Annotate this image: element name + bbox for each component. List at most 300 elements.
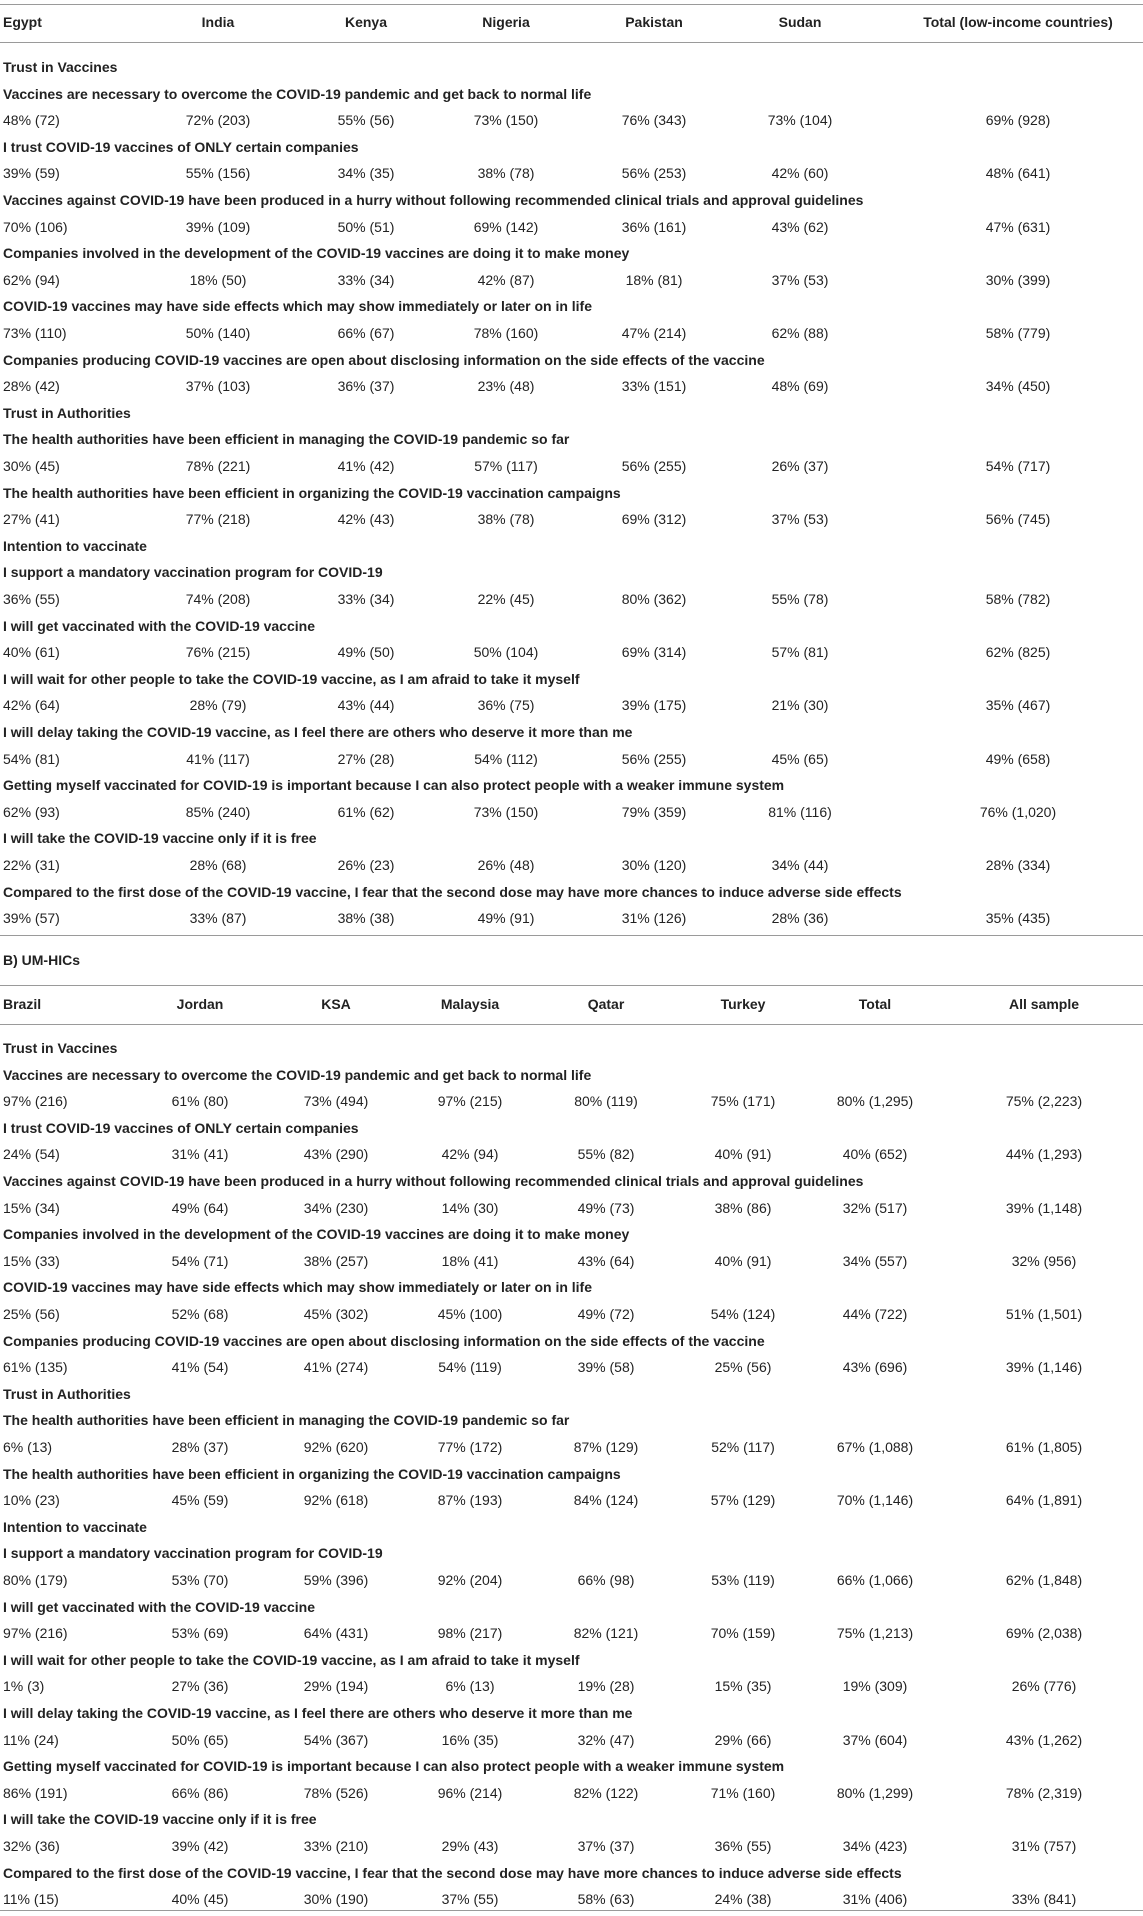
value-cell: 34% (44) [771, 857, 829, 873]
value-cell: 38% (38) [337, 910, 395, 927]
table-row [0, 693, 1143, 717]
value-cell: 1% (3) [3, 1678, 45, 1695]
value-cell: 38% (257) [303, 1252, 369, 1269]
column-header: Total [858, 996, 892, 1012]
value-cell: 81% (116) [768, 803, 832, 820]
value-cell: 53% (119) [711, 1572, 775, 1588]
column-header: Nigeria [482, 14, 530, 30]
value-cell: 54% (717) [985, 458, 1051, 474]
section-title: Trust in Vaccines [3, 59, 118, 75]
value-cell: 62% (94) [3, 271, 60, 288]
value-cell: 69% (312) [621, 511, 687, 528]
value-cell: 39% (1,148) [1005, 1199, 1083, 1216]
value-cell: 29% (66) [714, 1731, 772, 1748]
column-header: Qatar [587, 996, 625, 1012]
value-cell: 77% (172) [437, 1439, 503, 1455]
value-cell: 18% (50) [189, 271, 247, 288]
value-cell: 51% (1,501) [1005, 1306, 1083, 1322]
value-cell: 49% (72) [577, 1306, 635, 1322]
question-text: Vaccines against COVID-19 have been produced in a hurry without following recommended clinical trials and approval guidelines [3, 1173, 864, 1189]
question-text: Companies producing COVID-19 vaccines are open about disclosing information on the side effects of the vaccine [3, 351, 765, 368]
value-cell: 16% (35) [441, 1731, 499, 1748]
question-text: Getting myself vaccinated for COVID-19 is important because I can also protect people with a weaker immune system [3, 777, 785, 794]
value-cell: 29% (43) [441, 1838, 499, 1854]
value-cell: 10% (23) [3, 1492, 60, 1509]
column-header: Turkey [720, 996, 766, 1012]
value-cell: 72% (203) [185, 112, 251, 129]
value-cell: 31% (41) [171, 1146, 229, 1163]
value-cell: 69% (314) [621, 644, 687, 661]
table-row [0, 1249, 1143, 1273]
value-cell: 55% (56) [337, 112, 395, 129]
value-cell: 39% (175) [621, 697, 687, 714]
table-row [0, 374, 1143, 398]
table-row [0, 108, 1143, 132]
value-cell: 36% (55) [3, 591, 60, 607]
value-cell: 19% (28) [577, 1678, 635, 1695]
table-b-label: B) UM-HICs [3, 952, 80, 968]
value-cell: 49% (50) [337, 644, 395, 661]
value-cell: 26% (23) [337, 857, 395, 873]
value-cell: 80% (119) [574, 1093, 638, 1110]
value-cell: 44% (722) [842, 1306, 908, 1322]
value-cell: 49% (91) [477, 910, 535, 927]
question-text: Vaccines are necessary to overcome the COVID-19 pandemic and get back to normal life [3, 85, 592, 102]
value-cell: 38% (78) [477, 511, 535, 528]
value-cell: 59% (396) [303, 1572, 369, 1588]
value-cell: 36% (75) [477, 697, 535, 714]
table-row [0, 454, 1143, 478]
value-cell: 39% (58) [577, 1359, 635, 1376]
value-cell: 30% (399) [985, 271, 1051, 288]
question-text: The health authorities have been efficient in organizing the COVID-19 vaccination campaigns [3, 484, 621, 501]
column-header: All sample [1008, 996, 1080, 1012]
question-text: Companies involved in the development of the COVID-19 vaccines are doing it to make money [3, 1226, 630, 1243]
value-cell: 80% (362) [621, 591, 687, 607]
value-cell: 73% (110) [3, 325, 67, 341]
question-text: The health authorities have been efficient in organizing the COVID-19 vaccination campaigns [3, 1465, 621, 1482]
value-cell: 48% (69) [771, 378, 829, 395]
column-header: India [201, 14, 235, 30]
question-text: COVID-19 vaccines may have side effects which may show immediately or later on in life [3, 298, 592, 315]
table-row [0, 1834, 1143, 1858]
table-b-header [0, 992, 1143, 1016]
table-row [0, 215, 1143, 239]
table-row [0, 507, 1143, 531]
value-cell: 84% (124) [573, 1492, 639, 1509]
value-cell: 43% (1,262) [1005, 1731, 1083, 1748]
value-cell: 58% (779) [985, 325, 1051, 341]
value-cell: 35% (435) [985, 910, 1051, 927]
value-cell: 97% (216) [3, 1093, 68, 1110]
value-cell: 37% (55) [441, 1891, 499, 1908]
value-cell: 42% (87) [477, 271, 535, 288]
value-cell: 55% (82) [577, 1146, 635, 1163]
value-cell: 11% (24) [3, 1731, 59, 1748]
question-text: Compared to the first dose of the COVID-19 vaccine, I fear that the second dose may have more chances to induce adverse side effects [3, 1864, 902, 1881]
value-cell: 32% (36) [3, 1838, 60, 1854]
value-cell: 15% (33) [3, 1252, 60, 1269]
value-cell: 40% (91) [714, 1146, 772, 1163]
value-cell: 74% (208) [185, 591, 251, 607]
value-cell: 76% (343) [621, 112, 687, 129]
value-cell: 78% (2,319) [1005, 1784, 1083, 1801]
header-rule [0, 42, 1143, 43]
value-cell: 25% (56) [3, 1306, 60, 1322]
value-cell: 75% (1,213) [836, 1625, 914, 1642]
question-text: I will delay taking the COVID-19 vaccine, as I feel there are others who deserve it more than me [3, 724, 633, 740]
value-cell: 34% (230) [303, 1199, 369, 1216]
value-cell: 15% (34) [3, 1199, 60, 1216]
value-cell: 70% (106) [3, 218, 68, 235]
question-text: I will take the COVID-19 vaccine only if it is free [3, 830, 317, 847]
value-cell: 66% (67) [337, 325, 395, 341]
value-cell: 49% (73) [577, 1199, 635, 1216]
section-divider-rule [0, 935, 1143, 936]
value-cell: 6% (13) [3, 1439, 53, 1455]
value-cell: 69% (142) [473, 218, 539, 235]
column-header: Kenya [344, 14, 388, 30]
value-cell: 49% (64) [171, 1199, 229, 1216]
value-cell: 28% (334) [985, 857, 1051, 873]
value-cell: 70% (159) [710, 1625, 776, 1642]
value-cell: 28% (42) [3, 378, 60, 395]
question-text: I will delay taking the COVID-19 vaccine, as I feel there are others who deserve it more than me [3, 1705, 633, 1721]
value-cell: 33% (841) [1011, 1891, 1077, 1908]
value-cell: 73% (150) [473, 803, 539, 820]
table-row [0, 1142, 1143, 1166]
question-text: I trust COVID-19 vaccines of ONLY certain companies [3, 138, 359, 155]
section-title: Intention to vaccinate [3, 537, 147, 554]
value-cell: 45% (65) [771, 750, 829, 767]
value-cell: 54% (124) [710, 1306, 776, 1322]
value-cell: 27% (36) [171, 1678, 229, 1695]
value-cell: 56% (255) [621, 750, 687, 767]
value-cell: 47% (214) [621, 325, 687, 341]
value-cell: 97% (216) [3, 1625, 68, 1642]
value-cell: 43% (696) [842, 1359, 908, 1376]
value-cell: 41% (117) [186, 750, 250, 767]
value-cell: 36% (55) [714, 1838, 772, 1854]
value-cell: 36% (161) [621, 218, 687, 235]
table-row [0, 1728, 1143, 1752]
value-cell: 80% (179) [3, 1572, 68, 1588]
value-cell: 69% (928) [985, 112, 1051, 129]
value-cell: 66% (1,066) [836, 1572, 914, 1588]
value-cell: 37% (53) [771, 271, 829, 288]
value-cell: 92% (204) [437, 1572, 503, 1588]
value-cell: 50% (51) [337, 218, 395, 235]
question-text: I support a mandatory vaccination program for COVID-19 [3, 564, 383, 581]
value-cell: 35% (467) [985, 697, 1051, 714]
value-cell: 28% (36) [771, 910, 829, 927]
value-cell: 73% (104) [767, 112, 833, 129]
value-cell: 6% (13) [445, 1678, 495, 1695]
value-cell: 28% (68) [189, 857, 247, 873]
value-cell: 66% (86) [171, 1784, 229, 1801]
value-cell: 97% (215) [437, 1093, 503, 1110]
column-header: Egypt [3, 14, 42, 30]
value-cell: 38% (78) [477, 165, 535, 182]
value-cell: 56% (253) [621, 165, 687, 182]
value-cell: 42% (43) [337, 511, 395, 528]
question-text: I support a mandatory vaccination program for COVID-19 [3, 1545, 383, 1562]
question-text: Companies involved in the development of the COVID-19 vaccines are doing it to make money [3, 245, 630, 262]
value-cell: 39% (59) [3, 165, 60, 182]
value-cell: 45% (100) [437, 1306, 503, 1322]
column-header: Brazil [3, 996, 42, 1012]
value-cell: 18% (41) [441, 1252, 499, 1269]
value-cell: 69% (2,038) [1005, 1625, 1083, 1642]
value-cell: 41% (274) [303, 1359, 369, 1376]
value-cell: 39% (109) [185, 218, 251, 235]
value-cell: 54% (119) [438, 1359, 502, 1376]
value-cell: 49% (658) [985, 750, 1051, 767]
table-row [0, 747, 1143, 771]
value-cell: 96% (214) [437, 1784, 503, 1801]
value-cell: 76% (1,020) [979, 803, 1057, 820]
value-cell: 92% (620) [303, 1439, 369, 1455]
question-text: Vaccines are necessary to overcome the COVID-19 pandemic and get back to normal life [3, 1066, 592, 1083]
value-cell: 22% (31) [3, 857, 60, 873]
value-cell: 66% (98) [577, 1572, 635, 1588]
value-cell: 40% (91) [714, 1252, 772, 1269]
table-row [0, 1674, 1143, 1698]
value-cell: 40% (45) [171, 1891, 229, 1908]
value-cell: 54% (112) [474, 750, 538, 767]
value-cell: 67% (1,088) [836, 1439, 914, 1455]
value-cell: 85% (240) [185, 803, 251, 820]
value-cell: 43% (64) [577, 1252, 635, 1269]
value-cell: 50% (65) [171, 1731, 229, 1748]
value-cell: 30% (120) [621, 857, 687, 873]
value-cell: 34% (423) [842, 1838, 908, 1854]
question-text: I will take the COVID-19 vaccine only if it is free [3, 1811, 317, 1828]
table-row [0, 587, 1143, 611]
value-cell: 33% (87) [189, 910, 247, 927]
value-cell: 29% (194) [303, 1678, 369, 1695]
value-cell: 24% (54) [3, 1146, 60, 1163]
value-cell: 55% (156) [185, 165, 251, 182]
table-row [0, 1355, 1143, 1379]
value-cell: 48% (641) [985, 165, 1051, 182]
value-cell: 62% (93) [3, 803, 60, 820]
question-text: I will wait for other people to take the COVID-19 vaccine, as I am afraid to take it myself [3, 670, 580, 687]
table-row [0, 161, 1143, 185]
question-text: Getting myself vaccinated for COVID-19 is important because I can also protect people with a weaker immune system [3, 1758, 785, 1775]
table-row [0, 1089, 1143, 1113]
value-cell: 53% (70) [171, 1572, 229, 1588]
value-cell: 37% (604) [842, 1731, 908, 1748]
value-cell: 21% (30) [771, 697, 829, 714]
value-cell: 30% (45) [3, 458, 60, 474]
value-cell: 23% (48) [477, 378, 535, 395]
value-cell: 24% (38) [714, 1891, 772, 1908]
section-title: Trust in Authorities [3, 1385, 131, 1402]
value-cell: 61% (135) [3, 1359, 68, 1376]
table-row [0, 800, 1143, 824]
table-row [0, 906, 1143, 930]
table-row [0, 1781, 1143, 1805]
value-cell: 28% (79) [189, 697, 247, 714]
table-bottom-rule [0, 1910, 1143, 1911]
value-cell: 61% (1,805) [1005, 1439, 1083, 1455]
value-cell: 33% (210) [303, 1838, 369, 1854]
question-text: I will wait for other people to take the COVID-19 vaccine, as I am afraid to take it myself [3, 1651, 580, 1668]
value-cell: 58% (63) [577, 1891, 635, 1908]
question-text: COVID-19 vaccines may have side effects which may show immediately or later on in life [3, 1279, 592, 1296]
value-cell: 57% (129) [710, 1492, 776, 1509]
value-cell: 52% (117) [711, 1439, 775, 1455]
value-cell: 26% (48) [477, 857, 535, 873]
column-header: Pakistan [625, 14, 683, 30]
table-top-rule [0, 4, 1143, 5]
table-row [0, 1435, 1143, 1459]
value-cell: 34% (450) [985, 378, 1051, 395]
value-cell: 25% (56) [714, 1359, 772, 1376]
question-text: Vaccines against COVID-19 have been produced in a hurry without following recommended clinical trials and approval guidelines [3, 192, 864, 208]
header-rule [0, 1024, 1143, 1025]
value-cell: 45% (59) [171, 1492, 229, 1509]
value-cell: 61% (80) [171, 1093, 229, 1110]
value-cell: 57% (81) [771, 644, 829, 661]
value-cell: 22% (45) [477, 591, 535, 607]
value-cell: 64% (431) [303, 1625, 369, 1642]
value-cell: 39% (57) [3, 910, 60, 927]
value-cell: 27% (41) [3, 511, 60, 528]
value-cell: 80% (1,299) [836, 1784, 914, 1801]
table-row [0, 640, 1143, 664]
question-text: I will get vaccinated with the COVID-19 vaccine [3, 617, 315, 634]
value-cell: 53% (69) [171, 1625, 229, 1642]
value-cell: 78% (160) [473, 325, 539, 341]
value-cell: 54% (71) [171, 1252, 229, 1269]
table-row [0, 1568, 1143, 1592]
value-cell: 50% (140) [185, 325, 251, 341]
value-cell: 32% (47) [577, 1731, 635, 1748]
value-cell: 62% (1,848) [1005, 1572, 1083, 1588]
value-cell: 50% (104) [473, 644, 539, 661]
value-cell: 31% (406) [842, 1891, 908, 1908]
value-cell: 42% (64) [3, 697, 60, 714]
value-cell: 39% (1,146) [1005, 1359, 1083, 1376]
value-cell: 80% (1,295) [836, 1093, 914, 1110]
value-cell: 43% (290) [303, 1146, 369, 1163]
value-cell: 82% (122) [573, 1784, 639, 1801]
value-cell: 37% (37) [577, 1838, 635, 1854]
value-cell: 33% (151) [621, 378, 687, 395]
value-cell: 73% (150) [473, 112, 539, 129]
value-cell: 62% (88) [771, 325, 829, 341]
table-row [0, 1488, 1143, 1512]
table-row [0, 853, 1143, 877]
value-cell: 78% (221) [185, 458, 251, 474]
value-cell: 54% (367) [303, 1731, 369, 1748]
value-cell: 18% (81) [625, 271, 683, 288]
column-header: Total (low-income countries) [923, 14, 1113, 30]
value-cell: 33% (34) [337, 271, 395, 288]
table-row [0, 1621, 1143, 1645]
value-cell: 44% (1,293) [1005, 1146, 1083, 1163]
value-cell: 19% (309) [842, 1678, 908, 1695]
value-cell: 45% (302) [303, 1306, 369, 1322]
value-cell: 48% (72) [3, 112, 60, 129]
value-cell: 36% (37) [337, 378, 395, 395]
value-cell: 56% (255) [621, 458, 687, 474]
column-header: KSA [321, 996, 351, 1012]
value-cell: 64% (1,891) [1005, 1492, 1083, 1509]
question-text: Companies producing COVID-19 vaccines are open about disclosing information on the side effects of the vaccine [3, 1332, 765, 1349]
value-cell: 31% (757) [1011, 1838, 1077, 1854]
value-cell: 40% (652) [842, 1146, 908, 1163]
value-cell: 58% (782) [985, 591, 1051, 607]
value-cell: 39% (42) [171, 1838, 229, 1854]
value-cell: 78% (526) [303, 1784, 369, 1801]
value-cell: 26% (37) [771, 458, 829, 474]
question-text: The health authorities have been efficient in managing the COVID-19 pandemic so far [3, 431, 570, 448]
value-cell: 38% (86) [714, 1199, 772, 1216]
table-b-top-rule [0, 985, 1143, 986]
value-cell: 28% (37) [171, 1439, 229, 1455]
value-cell: 56% (745) [985, 511, 1051, 528]
value-cell: 87% (193) [437, 1492, 503, 1509]
value-cell: 43% (44) [337, 697, 395, 714]
value-cell: 57% (117) [474, 458, 538, 474]
column-header: Sudan [778, 14, 822, 30]
value-cell: 15% (35) [714, 1678, 772, 1695]
value-cell: 43% (62) [771, 218, 829, 235]
question-text: Compared to the first dose of the COVID-19 vaccine, I fear that the second dose may have more chances to induce adverse side effects [3, 883, 902, 900]
value-cell: 98% (217) [437, 1625, 503, 1642]
table-row [0, 1887, 1143, 1911]
column-header: Jordan [176, 996, 224, 1012]
value-cell: 26% (776) [1011, 1678, 1077, 1695]
table-row [0, 1196, 1143, 1220]
value-cell: 32% (956) [1011, 1252, 1077, 1269]
question-text: I trust COVID-19 vaccines of ONLY certain companies [3, 1119, 359, 1136]
value-cell: 70% (1,146) [836, 1492, 914, 1509]
value-cell: 76% (215) [185, 644, 251, 661]
value-cell: 42% (94) [441, 1146, 499, 1163]
value-cell: 41% (42) [337, 458, 395, 474]
value-cell: 47% (631) [985, 218, 1051, 235]
value-cell: 37% (53) [771, 511, 829, 528]
section-title: Trust in Authorities [3, 404, 131, 421]
value-cell: 37% (103) [185, 378, 251, 395]
value-cell: 62% (825) [985, 644, 1051, 661]
value-cell: 40% (61) [3, 644, 60, 661]
value-cell: 75% (171) [710, 1093, 776, 1110]
value-cell: 11% (15) [3, 1891, 59, 1908]
value-cell: 55% (78) [771, 591, 829, 607]
value-cell: 33% (34) [337, 591, 395, 607]
section-title: Trust in Vaccines [3, 1040, 118, 1056]
value-cell: 32% (517) [842, 1199, 908, 1216]
section-title: Intention to vaccinate [3, 1518, 147, 1535]
value-cell: 86% (191) [3, 1784, 68, 1801]
value-cell: 54% (81) [3, 750, 60, 767]
table-row [0, 321, 1143, 345]
column-header: Malaysia [440, 996, 500, 1012]
value-cell: 52% (68) [171, 1306, 229, 1322]
value-cell: 41% (54) [171, 1359, 229, 1376]
value-cell: 14% (30) [441, 1199, 499, 1216]
table-row [0, 1302, 1143, 1326]
value-cell: 42% (60) [771, 165, 829, 182]
value-cell: 77% (218) [185, 511, 251, 528]
value-cell: 75% (2,223) [1005, 1093, 1083, 1110]
table-row [0, 268, 1143, 292]
